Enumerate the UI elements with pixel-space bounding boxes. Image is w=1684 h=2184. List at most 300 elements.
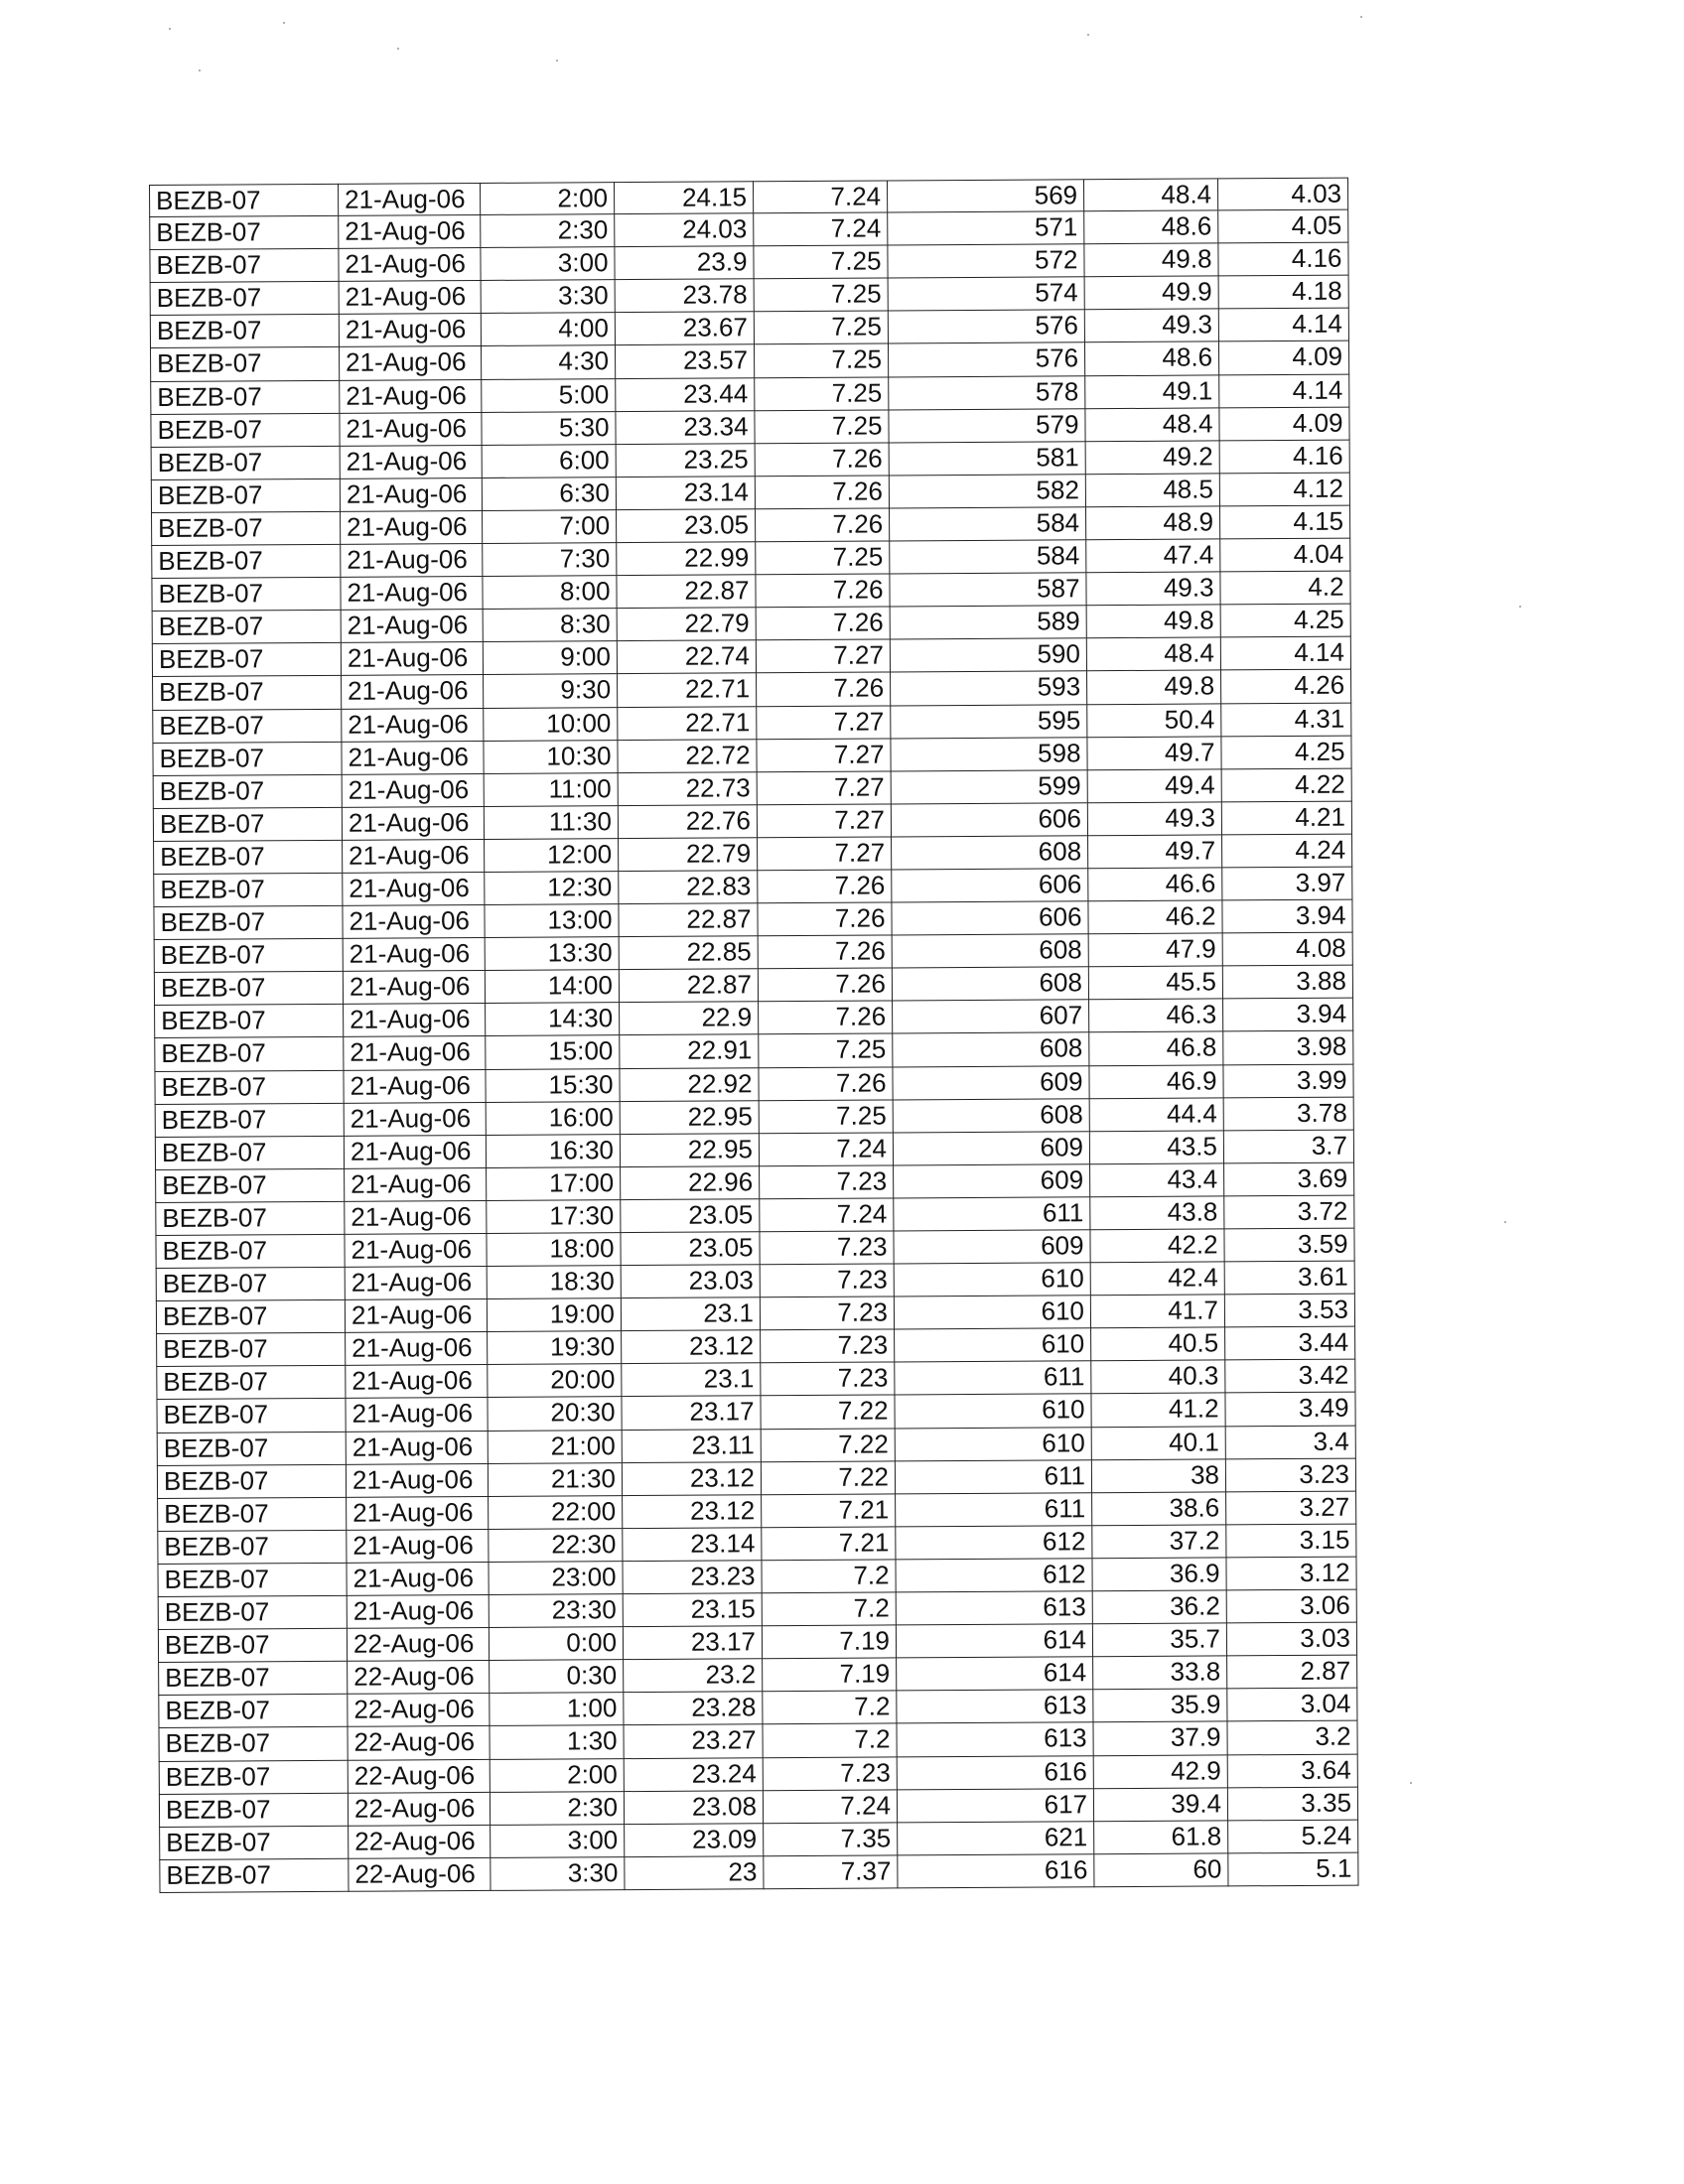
cell-ph: 7.26 (755, 476, 889, 509)
cell-date: 21-Aug-06 (339, 281, 481, 315)
cell-time: 10:30 (483, 741, 617, 774)
cell-do-percent: 49.8 (1086, 606, 1220, 639)
cell-temperature: 22.91 (619, 1035, 758, 1069)
cell-ph: 7.27 (756, 706, 890, 740)
cell-site-id: BEZB-07 (152, 742, 341, 775)
cell-do-mg: 4.2 (1219, 572, 1350, 606)
cell-ph: 7.22 (760, 1396, 894, 1430)
cell-conductivity: 581 (889, 442, 1085, 476)
cell-do-percent: 42.4 (1090, 1263, 1224, 1297)
cell-time: 19:00 (487, 1298, 621, 1332)
cell-time: 4:30 (481, 346, 615, 380)
cell-temperature: 22.76 (618, 805, 757, 839)
cell-conductivity: 610 (895, 1428, 1091, 1461)
cell-do-percent: 36.9 (1091, 1558, 1225, 1591)
cell-do-percent: 46.2 (1087, 900, 1221, 934)
cell-conductivity: 613 (896, 1691, 1092, 1724)
cell-site-id: BEZB-07 (153, 775, 342, 809)
cell-temperature: 23.12 (622, 1495, 761, 1529)
cell-time: 13:30 (485, 937, 619, 971)
cell-do-percent: 49.9 (1084, 277, 1218, 311)
cell-date: 21-Aug-06 (339, 380, 481, 414)
cell-date: 21-Aug-06 (345, 1299, 487, 1333)
cell-site-id: BEZB-07 (156, 1333, 345, 1367)
cell-do-mg: 4.25 (1220, 736, 1351, 769)
cell-do-mg: 3.2 (1226, 1721, 1357, 1755)
cell-do-percent: 35.9 (1092, 1690, 1226, 1723)
cell-conductivity: 606 (891, 901, 1087, 935)
cell-do-mg: 3.72 (1223, 1196, 1354, 1230)
cell-ph: 7.19 (762, 1659, 896, 1693)
cell-do-percent: 49.4 (1087, 769, 1221, 803)
cell-site-id: BEZB-07 (159, 1727, 348, 1761)
cell-do-percent: 49.3 (1087, 802, 1221, 836)
cell-date: 21-Aug-06 (339, 413, 481, 447)
cell-do-percent: 60 (1093, 1853, 1227, 1887)
cell-conductivity: 611 (895, 1460, 1091, 1494)
cell-date: 21-Aug-06 (345, 1332, 487, 1366)
cell-conductivity: 576 (888, 311, 1084, 344)
cell-date: 21-Aug-06 (343, 1004, 485, 1037)
cell-temperature: 22.79 (618, 838, 757, 872)
cell-ph: 7.24 (759, 1198, 893, 1232)
cell-temperature: 23.25 (616, 444, 755, 478)
cell-ph: 7.23 (760, 1265, 894, 1298)
cell-temperature: 22.95 (620, 1134, 759, 1167)
cell-temperature: 22.92 (619, 1068, 758, 1102)
cell-do-percent: 43.8 (1089, 1196, 1223, 1230)
cell-date: 21-Aug-06 (340, 577, 482, 611)
cell-time: 18:30 (487, 1266, 621, 1299)
cell-site-id: BEZB-07 (153, 808, 342, 842)
cell-temperature: 23.05 (620, 1199, 759, 1233)
cell-do-mg: 5.1 (1227, 1852, 1358, 1886)
cell-conductivity: 571 (887, 211, 1083, 245)
cell-do-percent: 36.2 (1092, 1590, 1226, 1624)
cell-temperature: 23.44 (615, 378, 754, 412)
cell-site-id: BEZB-07 (152, 709, 341, 743)
cell-do-mg: 3.78 (1223, 1097, 1354, 1131)
cell-temperature: 22.73 (618, 772, 757, 806)
cell-date: 21-Aug-06 (344, 1103, 486, 1137)
cell-conductivity: 579 (888, 409, 1084, 443)
cell-conductivity: 611 (895, 1493, 1091, 1527)
cell-date: 21-Aug-06 (338, 248, 480, 282)
cell-ph: 7.26 (758, 1067, 892, 1101)
cell-site-id: BEZB-07 (153, 874, 342, 907)
cell-conductivity: 582 (889, 475, 1085, 508)
cell-do-percent: 41.7 (1090, 1296, 1224, 1329)
cell-ph: 7.26 (757, 870, 891, 903)
cell-site-id: BEZB-07 (149, 184, 338, 217)
cell-do-mg: 4.16 (1219, 440, 1350, 474)
cell-site-id: BEZB-07 (153, 906, 342, 940)
cell-conductivity: 584 (889, 540, 1085, 574)
cell-time: 2:30 (490, 1792, 624, 1826)
cell-do-percent: 39.4 (1093, 1788, 1227, 1822)
cell-ph: 7.27 (756, 739, 890, 772)
cell-conductivity: 569 (887, 179, 1083, 212)
cell-ph: 7.25 (754, 344, 888, 378)
cell-do-percent: 46.9 (1088, 1065, 1222, 1099)
cell-temperature: 22.71 (617, 674, 756, 708)
cell-do-mg: 3.44 (1224, 1327, 1355, 1361)
cell-time: 21:00 (488, 1431, 622, 1464)
cell-site-id: BEZB-07 (152, 676, 341, 710)
cell-site-id: BEZB-07 (150, 347, 339, 381)
cell-do-percent: 40.5 (1090, 1328, 1224, 1362)
scan-speck (397, 48, 399, 50)
cell-site-id: BEZB-07 (151, 545, 340, 579)
cell-ph: 7.25 (753, 246, 887, 280)
cell-site-id: BEZB-07 (156, 1399, 345, 1433)
scan-speck (169, 28, 171, 30)
cell-do-mg: 4.14 (1220, 637, 1351, 671)
cell-temperature: 23.27 (623, 1725, 762, 1759)
cell-temperature: 24.15 (614, 181, 753, 214)
cell-do-mg: 4.09 (1218, 341, 1349, 375)
cell-temperature: 23.17 (621, 1397, 760, 1431)
cell-conductivity: 606 (891, 803, 1087, 837)
cell-ph: 7.23 (760, 1297, 894, 1331)
cell-temperature: 22.99 (616, 542, 755, 576)
cell-conductivity: 611 (893, 1197, 1089, 1231)
cell-time: 16:30 (486, 1135, 620, 1168)
cell-do-mg: 5.24 (1227, 1820, 1358, 1853)
cell-date: 21-Aug-06 (345, 1267, 487, 1300)
cell-ph: 7.19 (762, 1626, 896, 1660)
cell-date: 21-Aug-06 (343, 971, 485, 1005)
cell-do-percent: 40.3 (1090, 1361, 1224, 1395)
cell-temperature: 22.87 (616, 575, 755, 609)
cell-ph: 7.27 (757, 771, 891, 805)
cell-do-mg: 4.25 (1220, 605, 1351, 638)
cell-time: 0:00 (489, 1627, 623, 1661)
cell-time: 7:30 (482, 543, 616, 577)
cell-date: 21-Aug-06 (339, 346, 481, 380)
cell-time: 11:30 (484, 806, 618, 840)
cell-do-percent: 48.4 (1086, 638, 1220, 672)
cell-do-percent: 47.9 (1088, 934, 1222, 968)
cell-do-mg: 4.09 (1218, 407, 1349, 441)
cell-date: 21-Aug-06 (340, 446, 482, 479)
cell-do-percent: 46.6 (1087, 868, 1221, 901)
cell-do-mg: 4.14 (1218, 309, 1349, 342)
cell-do-mg: 4.03 (1217, 178, 1348, 211)
cell-time: 9:30 (483, 675, 617, 709)
cell-date: 21-Aug-06 (342, 905, 484, 939)
cell-site-id: BEZB-07 (151, 578, 340, 612)
cell-site-id: BEZB-07 (154, 1037, 343, 1071)
cell-ph: 7.21 (761, 1527, 895, 1561)
cell-site-id: BEZB-07 (150, 315, 339, 348)
cell-temperature: 22.87 (619, 970, 758, 1004)
cell-site-id: BEZB-07 (157, 1464, 346, 1498)
cell-time: 15:00 (485, 1036, 619, 1070)
cell-do-mg: 3.53 (1224, 1295, 1355, 1328)
cell-temperature: 23.78 (615, 280, 754, 314)
cell-temperature: 22.9 (619, 1003, 758, 1036)
cell-do-mg: 3.88 (1222, 966, 1353, 1000)
cell-temperature: 22.71 (617, 707, 756, 741)
cell-ph: 7.26 (758, 969, 892, 1003)
cell-site-id: BEZB-07 (157, 1432, 346, 1465)
cell-date: 22-Aug-06 (347, 1726, 489, 1760)
cell-temperature: 23.14 (616, 477, 755, 510)
cell-site-id: BEZB-07 (150, 282, 339, 316)
cell-date: 21-Aug-06 (346, 1530, 488, 1564)
cell-do-percent: 48.9 (1085, 506, 1219, 540)
cell-conductivity: 608 (892, 934, 1088, 968)
cell-do-mg: 4.04 (1219, 539, 1350, 573)
cell-do-mg: 2.87 (1226, 1656, 1357, 1690)
cell-temperature: 23.1 (621, 1364, 760, 1398)
cell-do-percent: 50.4 (1086, 704, 1220, 738)
cell-temperature: 22.95 (620, 1101, 759, 1135)
cell-do-percent: 43.5 (1089, 1131, 1223, 1164)
cell-site-id: BEZB-07 (158, 1629, 347, 1663)
cell-conductivity: 576 (888, 343, 1084, 377)
cell-date: 21-Aug-06 (343, 938, 485, 972)
cell-date: 21-Aug-06 (344, 1136, 486, 1169)
cell-time: 13:00 (484, 904, 618, 938)
cell-do-percent: 44.4 (1089, 1098, 1223, 1132)
cell-date: 21-Aug-06 (347, 1595, 489, 1629)
cell-time: 14:00 (485, 970, 619, 1004)
cell-temperature: 23.08 (624, 1791, 763, 1825)
cell-time: 12:00 (484, 839, 618, 873)
cell-date: 21-Aug-06 (346, 1497, 488, 1531)
cell-date: 22-Aug-06 (348, 1858, 490, 1892)
cell-time: 17:30 (486, 1200, 620, 1234)
cell-temperature: 22.85 (619, 936, 758, 970)
cell-time: 15:30 (485, 1069, 619, 1103)
cell-ph: 7.27 (757, 804, 891, 838)
cell-date: 21-Aug-06 (341, 675, 483, 709)
cell-do-percent: 45.5 (1088, 967, 1222, 1001)
cell-date: 21-Aug-06 (342, 774, 484, 808)
cell-site-id: BEZB-07 (155, 1202, 344, 1236)
cell-date: 21-Aug-06 (338, 215, 480, 249)
cell-site-id: BEZB-07 (154, 1070, 343, 1104)
cell-do-percent: 33.8 (1092, 1657, 1226, 1691)
cell-site-id: BEZB-07 (156, 1300, 345, 1334)
cell-do-mg: 4.15 (1219, 506, 1350, 540)
cell-conductivity: 606 (891, 869, 1087, 902)
cell-do-mg: 4.18 (1218, 276, 1349, 310)
cell-ph: 7.23 (763, 1757, 897, 1791)
cell-conductivity: 614 (896, 1624, 1092, 1658)
cell-time: 12:30 (484, 872, 618, 905)
cell-conductivity: 599 (891, 770, 1087, 804)
cell-ph: 7.23 (760, 1363, 894, 1397)
cell-do-percent: 42.2 (1089, 1229, 1223, 1263)
cell-time: 23:30 (489, 1594, 623, 1628)
cell-site-id: BEZB-07 (154, 972, 343, 1006)
cell-do-mg: 3.06 (1226, 1590, 1357, 1624)
cell-do-percent: 40.1 (1091, 1427, 1225, 1460)
cell-do-percent: 41.2 (1090, 1394, 1224, 1428)
cell-temperature: 23.15 (623, 1593, 762, 1627)
cell-site-id: BEZB-07 (155, 1137, 344, 1170)
cell-ph: 7.26 (757, 903, 891, 937)
cell-conductivity: 607 (892, 1001, 1088, 1034)
cell-do-percent: 38 (1091, 1459, 1225, 1493)
cell-date: 21-Aug-06 (340, 511, 482, 545)
cell-site-id: BEZB-07 (159, 1793, 348, 1827)
cell-conductivity: 589 (890, 606, 1086, 639)
cell-conductivity: 613 (896, 1723, 1092, 1757)
cell-time: 14:30 (485, 1003, 619, 1036)
cell-time: 2:30 (480, 214, 614, 248)
cell-ph: 7.24 (763, 1790, 897, 1824)
cell-ph: 7.26 (756, 673, 890, 707)
cell-date: 21-Aug-06 (341, 708, 483, 742)
cell-do-percent: 43.4 (1089, 1163, 1223, 1197)
cell-time: 22:00 (488, 1496, 622, 1530)
scan-speck (1410, 1782, 1412, 1784)
cell-ph: 7.2 (762, 1592, 896, 1626)
cell-date: 21-Aug-06 (340, 478, 482, 512)
cell-time: 10:00 (483, 708, 617, 742)
cell-do-percent: 49.8 (1086, 671, 1220, 705)
cell-site-id: BEZB-07 (158, 1596, 347, 1630)
cell-site-id: BEZB-07 (150, 413, 339, 447)
cell-date: 22-Aug-06 (348, 1793, 490, 1827)
cell-site-id: BEZB-07 (159, 1760, 348, 1794)
cell-ph: 7.2 (762, 1692, 896, 1725)
cell-temperature: 23.11 (622, 1430, 761, 1463)
cell-time: 6:30 (482, 478, 616, 511)
cell-conductivity: 610 (894, 1263, 1090, 1297)
scan-speck (556, 60, 558, 62)
cell-do-mg: 4.31 (1220, 703, 1351, 737)
cell-time: 11:00 (484, 773, 618, 807)
cell-site-id: BEZB-07 (152, 643, 341, 677)
cell-temperature: 22.72 (617, 740, 756, 773)
cell-time: 2:00 (480, 182, 614, 215)
cell-do-mg: 3.49 (1224, 1393, 1355, 1427)
cell-date: 21-Aug-06 (342, 807, 484, 841)
cell-do-mg: 4.26 (1220, 670, 1351, 704)
cell-date: 21-Aug-06 (344, 1201, 486, 1235)
cell-conductivity: 617 (897, 1789, 1093, 1823)
cell-site-id: BEZB-07 (149, 249, 338, 283)
cell-temperature: 22.87 (618, 903, 757, 937)
cell-time: 20:00 (487, 1364, 621, 1398)
scan-speck (1087, 34, 1089, 36)
cell-time: 7:00 (482, 510, 616, 544)
cell-do-mg: 3.98 (1222, 1031, 1353, 1065)
cell-conductivity: 613 (896, 1591, 1092, 1625)
cell-do-mg: 3.59 (1223, 1229, 1354, 1263)
cell-do-mg: 4.22 (1221, 768, 1352, 802)
cell-date: 21-Aug-06 (343, 1036, 485, 1070)
cell-conductivity: 610 (894, 1329, 1090, 1363)
cell-time: 0:30 (489, 1660, 623, 1694)
cell-date: 22-Aug-06 (347, 1628, 489, 1662)
cell-site-id: BEZB-07 (159, 1859, 348, 1893)
cell-date: 21-Aug-06 (345, 1398, 487, 1432)
cell-temperature: 23.23 (622, 1561, 761, 1594)
cell-ph: 7.25 (755, 541, 889, 575)
cell-conductivity: 611 (894, 1362, 1090, 1396)
cell-do-mg: 3.97 (1221, 868, 1352, 901)
cell-ph: 7.2 (761, 1560, 895, 1593)
cell-temperature: 23.28 (623, 1693, 762, 1726)
cell-ph: 7.2 (762, 1724, 896, 1758)
cell-site-id: BEZB-07 (158, 1662, 347, 1696)
cell-site-id: BEZB-07 (156, 1366, 345, 1400)
cell-time: 1:00 (489, 1693, 623, 1726)
cell-temperature: 23.12 (621, 1331, 760, 1365)
cell-do-percent: 46.8 (1088, 1032, 1222, 1066)
cell-date: 21-Aug-06 (340, 544, 482, 578)
cell-temperature: 23.14 (622, 1528, 761, 1562)
cell-do-percent: 48.4 (1083, 178, 1217, 211)
cell-temperature: 22.83 (618, 871, 757, 904)
cell-do-percent: 49.3 (1084, 310, 1218, 343)
cell-site-id: BEZB-07 (154, 1005, 343, 1038)
cell-ph: 7.25 (754, 410, 888, 444)
cell-time: 8:30 (483, 609, 617, 642)
cell-do-percent: 47.4 (1085, 539, 1219, 573)
cell-date: 22-Aug-06 (347, 1694, 489, 1727)
cell-do-mg: 3.94 (1221, 900, 1352, 934)
cell-do-mg: 3.61 (1224, 1262, 1355, 1296)
cell-site-id: BEZB-07 (157, 1564, 346, 1597)
cell-ph: 7.27 (757, 837, 891, 871)
cell-do-mg: 3.35 (1227, 1787, 1358, 1821)
cell-do-mg: 3.23 (1225, 1458, 1356, 1492)
cell-ph: 7.24 (753, 213, 887, 247)
cell-ph: 7.22 (761, 1429, 895, 1462)
cell-do-mg: 3.15 (1225, 1524, 1356, 1558)
cell-ph: 7.24 (753, 180, 887, 213)
cell-do-mg: 4.12 (1219, 473, 1350, 506)
cell-conductivity: 621 (897, 1822, 1093, 1855)
cell-temperature: 22.74 (617, 641, 756, 675)
cell-ph: 7.25 (759, 1100, 893, 1134)
cell-do-mg: 4.05 (1217, 210, 1348, 244)
cell-conductivity: 608 (892, 1033, 1088, 1067)
cell-time: 5:00 (481, 379, 615, 413)
cell-time: 19:30 (487, 1331, 621, 1365)
data-table (149, 178, 1358, 1893)
cell-conductivity: 593 (890, 672, 1086, 706)
cell-site-id: BEZB-07 (157, 1531, 346, 1565)
cell-do-mg: 3.04 (1226, 1689, 1357, 1722)
cell-date: 21-Aug-06 (342, 873, 484, 906)
cell-conductivity: 610 (894, 1395, 1090, 1429)
cell-time: 17:00 (486, 1167, 620, 1201)
cell-temperature: 23.05 (616, 509, 755, 543)
cell-site-id: BEZB-07 (151, 512, 340, 546)
cell-site-id: BEZB-07 (157, 1498, 346, 1532)
cell-do-percent: 48.6 (1083, 211, 1217, 245)
cell-site-id: BEZB-07 (151, 447, 340, 480)
cell-time: 3:00 (480, 247, 614, 281)
cell-site-id: BEZB-07 (155, 1235, 344, 1269)
cell-conductivity: 595 (890, 705, 1086, 739)
cell-temperature: 23 (624, 1856, 763, 1890)
cell-conductivity: 608 (893, 1099, 1089, 1133)
cell-date: 21-Aug-06 (339, 314, 481, 347)
cell-do-percent: 49.7 (1086, 737, 1220, 770)
cell-do-mg: 3.7 (1223, 1130, 1354, 1163)
cell-date: 22-Aug-06 (347, 1661, 489, 1695)
cell-conductivity: 608 (891, 836, 1087, 870)
